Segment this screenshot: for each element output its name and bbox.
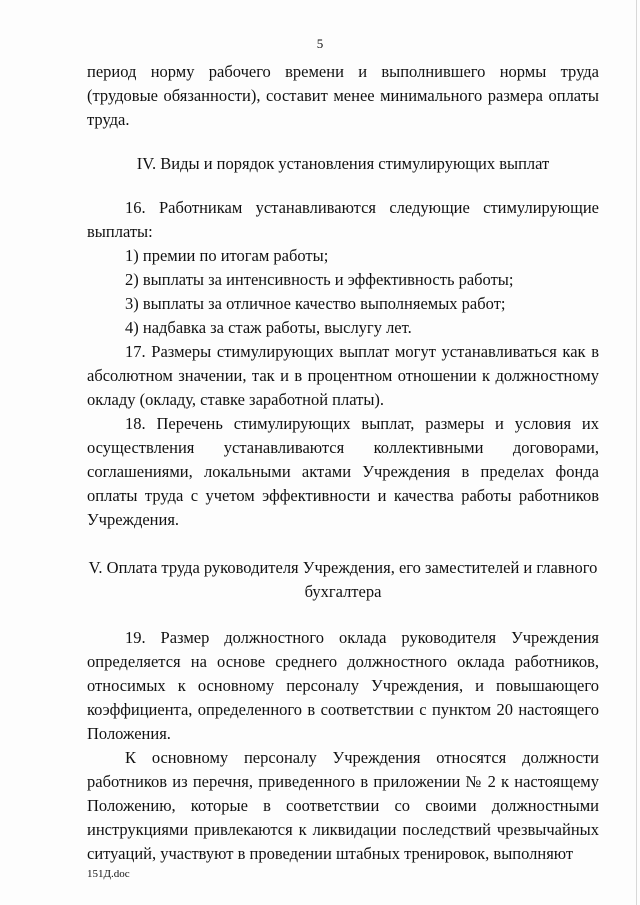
paragraph-19: 19. Размер должностного оклада руководителя Учреждения определяется на основе среднего должностного оклада работников, относимых к основному персоналу Учреждения, и повышающего коэффициента, определенного в соответствии с пунктом 20 настоящего Положения. bbox=[87, 628, 599, 743]
list-item: 1) премии по итогам работы; bbox=[125, 246, 329, 265]
paragraph-18: 18. Перечень стимулирующих выплат, размеры и условия их осуществления устанавливаются коллективными договорами, соглашениями, локальными актами Учреждения в пределах фонда оплаты труда с учетом эффективности и качества работы работников Учреждения. bbox=[87, 414, 599, 529]
spacer bbox=[87, 532, 599, 556]
scan-edge-line bbox=[636, 0, 637, 905]
list-item: 3) выплаты за отличное качество выполняемых работ; bbox=[125, 294, 506, 313]
spacer bbox=[87, 604, 599, 626]
paragraph-17: 17. Размеры стимулирующих выплат могут устанавливаться как в абсолютном значении, так и в процентном отношении к должностному окладу (окладу, ставке заработной платы). bbox=[87, 342, 599, 409]
page-number: 5 bbox=[316, 36, 324, 51]
list-item: 2) выплаты за интенсивность и эффективность работы; bbox=[125, 270, 514, 289]
section-4-heading: IV. Виды и порядок установления стимулирующих выплат bbox=[136, 154, 550, 173]
spacer bbox=[87, 132, 599, 152]
intro-paragraph: период норму рабочего времени и выполнившего нормы труда (трудовые обязанности), составит менее минимального размера оплаты труда. bbox=[87, 62, 599, 129]
section-5-heading: V. Оплата труда руководителя Учреждения, его заместителей и главного бухгалтера bbox=[88, 558, 598, 601]
paragraph-16: 16. Работникам устанавливаются следующие стимулирующие выплаты: bbox=[87, 198, 599, 241]
paragraph-core-staff: К основному персоналу Учреждения относятся должности работников из перечня, приведенного в приложении № 2 к настоящему Положению, которые в соответствии со своими должностными инструкциями привлекаются к ликвидации последствий чрезвычайных ситуаций, участвуют в проведении штабных тренировок, выполняют bbox=[87, 748, 599, 863]
spacer bbox=[87, 176, 599, 196]
list-item: 4) надбавка за стаж работы, выслугу лет. bbox=[125, 318, 412, 337]
document-body bbox=[87, 60, 599, 866]
file-name-footer: 151Д.doc bbox=[87, 868, 130, 880]
